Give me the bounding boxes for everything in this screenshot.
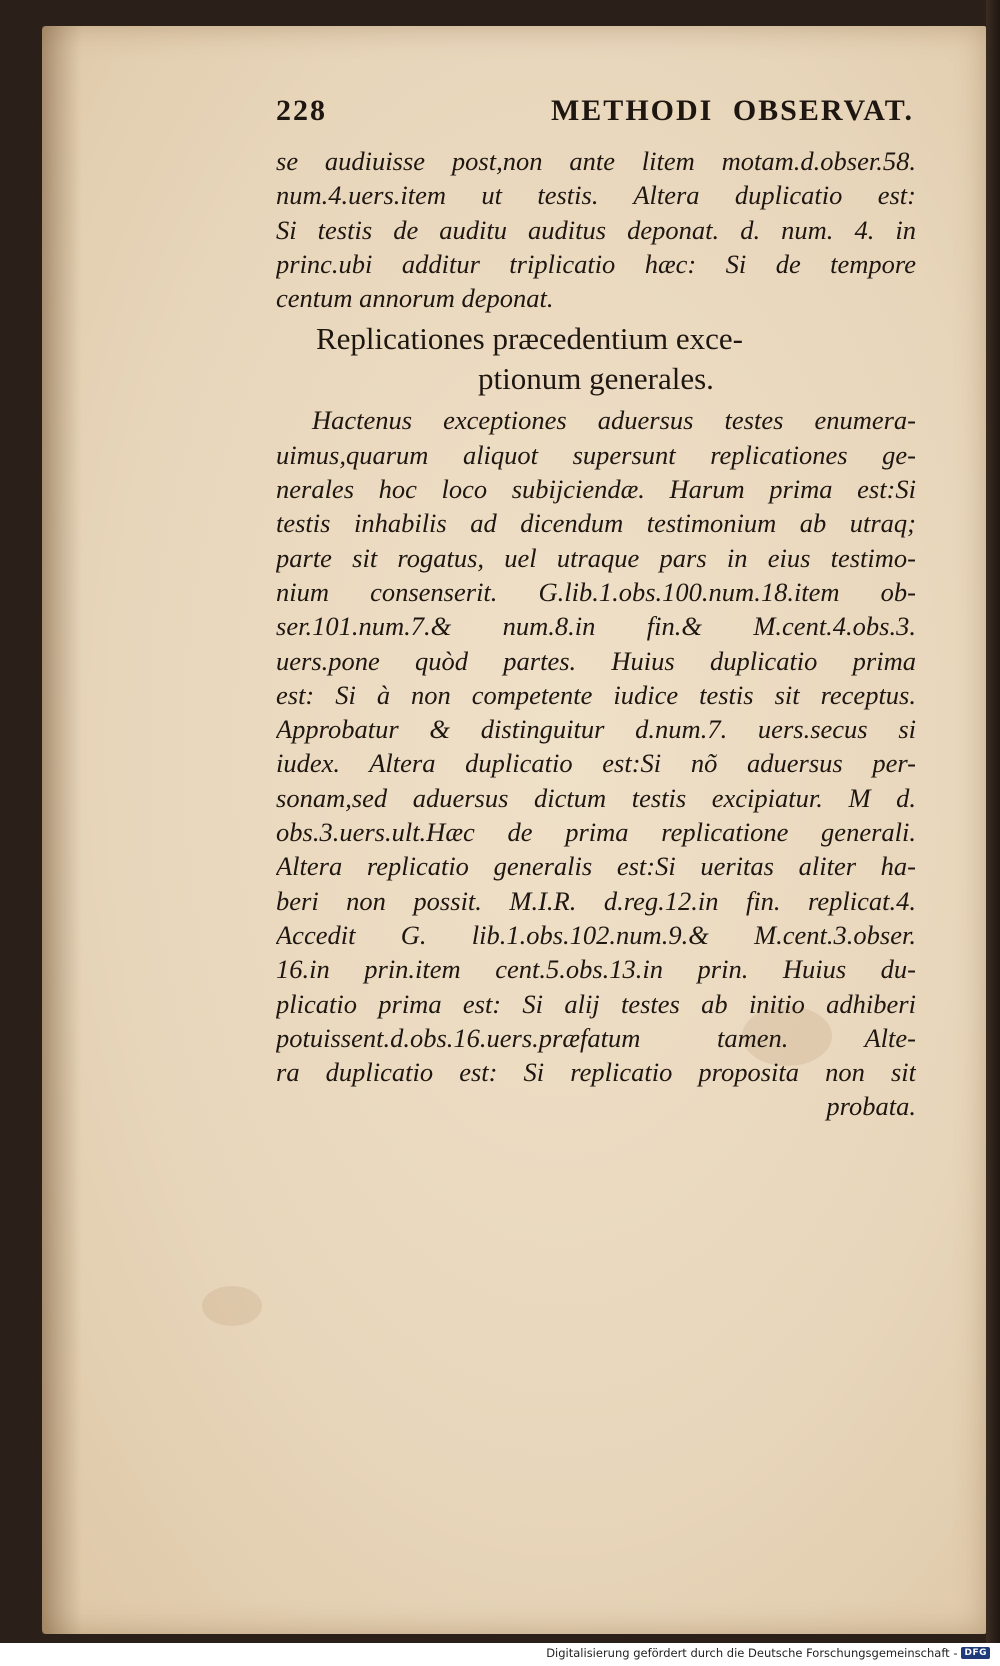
page-number: 228 xyxy=(276,94,327,127)
running-header xyxy=(276,94,916,144)
section-heading-line-2: ptionum generales. xyxy=(478,361,714,397)
text-line: se audiuisse post,non ante litem motam.d.obser.58. xyxy=(276,146,916,176)
text-line: Accedit G. lib.1.obs.102.num.9.& M.cent.3.obser. xyxy=(276,919,916,950)
text-line: parte sit rogatus, uel utraque pars in eius testimo- xyxy=(276,542,916,573)
section-heading xyxy=(276,319,916,399)
paragraph-1 xyxy=(276,144,916,315)
text-line: plicatio prima est: Si alij testes ab initio adhiberi xyxy=(276,988,916,1019)
digitization-credit xyxy=(546,1644,990,1662)
credit-text: Digitalisierung gefördert durch die Deutsche Forschungsgemeinschaft - xyxy=(546,1646,958,1660)
spine-shadow xyxy=(42,26,82,1634)
text-line: princ.ubi additur triplicatio hæc: Si de tempore xyxy=(276,248,916,279)
page-text xyxy=(276,94,916,1124)
text-line: potuissent.d.obs.16.uers.præfatum tamen. Alte- xyxy=(276,1022,916,1053)
catchword: probata. xyxy=(826,1091,916,1122)
text-line: ser.101.num.7.& num.8.in fin.& M.cent.4.obs.3. xyxy=(276,611,916,642)
text-line: obs.3.uers.ult.Hæc de prima replicatione generali. xyxy=(276,817,916,848)
page-edge xyxy=(986,0,1000,1643)
text-line: iudex. Altera duplicatio est:Si nõ aduersus per- xyxy=(276,748,916,779)
section-heading-line-1: Replicationes præcedentium exce- xyxy=(316,321,743,357)
dfg-logo: DFG xyxy=(961,1647,990,1659)
text-line: Si testis de auditu auditus deponat. d. num. 4. in xyxy=(276,214,916,245)
text-line: ra duplicatio est: Si replicatio proposita non sit xyxy=(276,1057,916,1088)
text-line: est: Si à non competente iudice testis sit receptus. xyxy=(276,679,916,710)
text-line: sonam,sed aduersus dictum testis excipiatur. M d. xyxy=(276,782,916,813)
text-line: testis inhabilis ad dicendum testimonium ab utraq; xyxy=(276,508,916,539)
text-line: uers.pone quòd partes. Huius duplicatio prima xyxy=(276,645,916,676)
text-line: uimus,quarum aliquot supersunt replicationes ge- xyxy=(276,439,916,470)
running-title: METHODI OBSERVAT. xyxy=(550,94,914,127)
text-line: beri non possit. M.I.R. d.reg.12.in fin. replicat.4. xyxy=(276,885,916,916)
text-line: Approbatur & distinguitur d.num.7. uers.secus si xyxy=(276,714,916,745)
text-line: centum annorum deponat. xyxy=(276,283,554,314)
text-line: Hactenus exceptiones aduersus testes enumera- xyxy=(312,405,916,436)
text-line: Altera replicatio generalis est:Si ueritas aliter ha- xyxy=(276,851,916,882)
text-line: nerales hoc loco subijciendæ. Harum prima est:Si xyxy=(276,474,916,505)
text-line: num.4.uers.item ut testis. Altera duplicatio est: xyxy=(276,180,916,211)
paragraph-2 xyxy=(276,403,916,1089)
text-line: 16.in prin.item cent.5.obs.13.in prin. Huius du- xyxy=(276,954,916,985)
paper-stain xyxy=(202,1286,262,1326)
text-line: nium consenserit. G.lib.1.obs.100.num.18.item ob- xyxy=(276,576,916,607)
